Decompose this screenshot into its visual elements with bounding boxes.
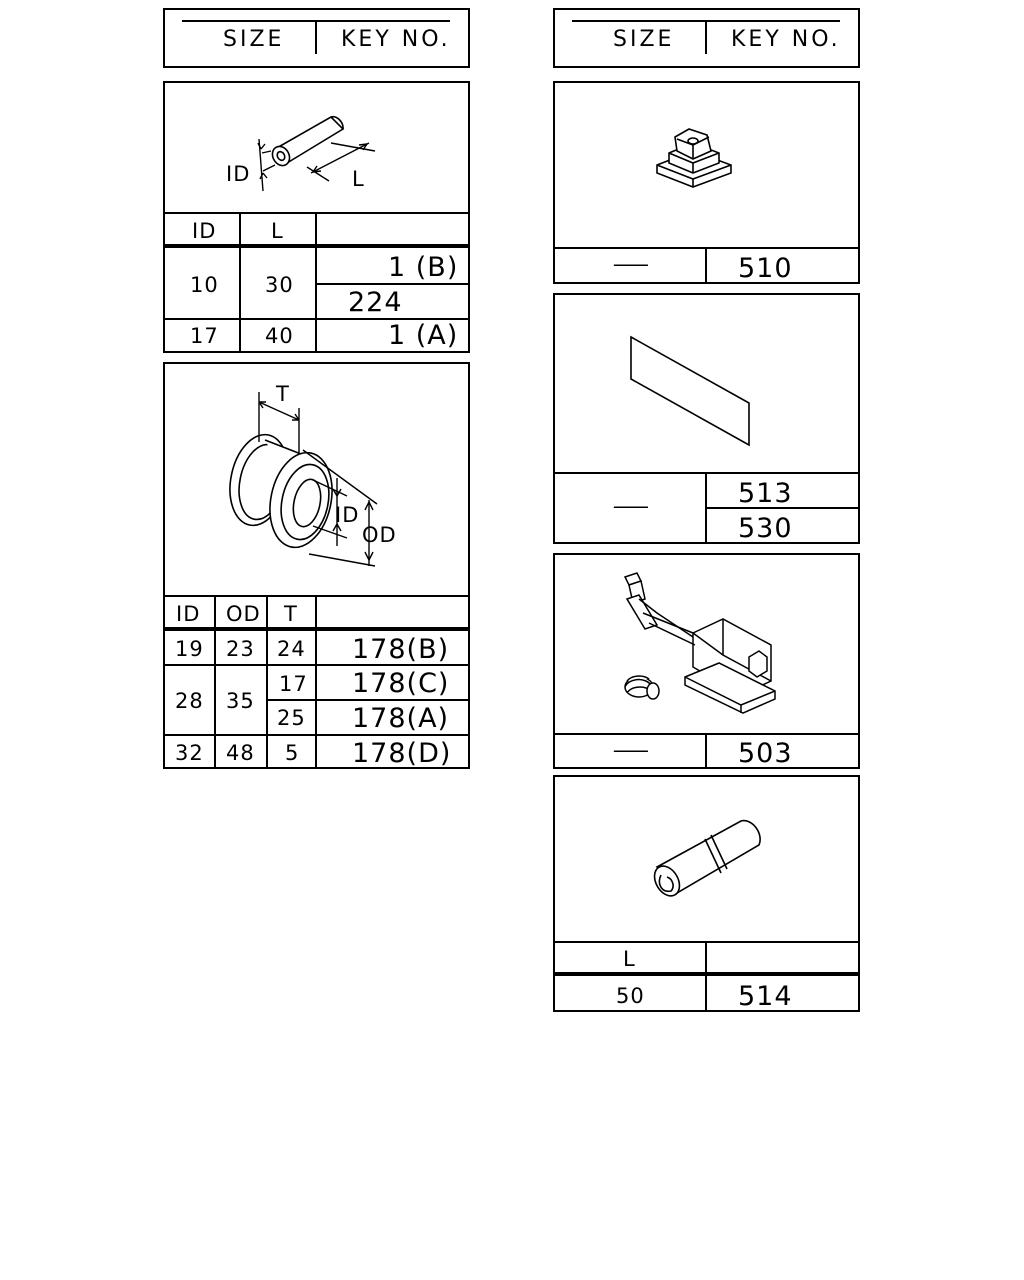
grommet-row-1-key: 178(B): [352, 634, 450, 665]
grommet-col-header-t: T: [284, 602, 298, 626]
tape-key-b: 530: [738, 513, 793, 544]
connector-col: [705, 733, 707, 769]
tube-col-header-id: ID: [192, 219, 217, 243]
grommet-row-1-id: 19: [175, 637, 204, 661]
header-left-keyno-label: KEY NO.: [341, 27, 451, 52]
tube-id-label: ID: [226, 162, 251, 186]
tape-illustration: [553, 293, 860, 473]
grommet-row-4-od: 48: [226, 741, 255, 765]
tube-header-double-rule: [163, 244, 470, 248]
grommet-row-divider-2: [266, 699, 470, 701]
edge-trim-header-double-rule: [553, 972, 860, 976]
header-left-divider: [315, 22, 317, 54]
grommet-col-2: [266, 595, 268, 769]
grommet-row-4-id: 32: [175, 741, 204, 765]
edge-trim-illustration: [553, 775, 860, 941]
grommet-row-2-t: 17: [279, 672, 308, 696]
tube-illustration: [163, 81, 470, 213]
edge-trim-col: [705, 941, 707, 1012]
grommet-col-header-od: OD: [226, 602, 261, 626]
tube-row-1-id: 10: [190, 273, 219, 297]
grommet-od-label: OD: [362, 523, 397, 547]
grommet-row-1-od: 23: [226, 637, 255, 661]
grommet-t-label: T: [276, 382, 290, 406]
connector-key: 503: [738, 738, 793, 769]
grommet-col-1: [214, 595, 216, 769]
grommet-row-3-key: 178(A): [352, 703, 450, 734]
grommet-row-2-key: 178(C): [352, 668, 450, 699]
tube-row-2-l: 40: [265, 324, 294, 348]
connector-size: —: [612, 738, 652, 762]
tube-row-2-key: 1 (A): [388, 320, 459, 351]
tube-col-1: [239, 212, 241, 353]
grommet-row-1-t: 24: [277, 637, 306, 661]
tape-size: —: [612, 494, 652, 518]
edge-trim-key: 514: [738, 981, 793, 1012]
tube-row-1-key-b: 224: [348, 287, 403, 318]
tube-row-1-l: 30: [265, 273, 294, 297]
header-right-size-label: SIZE: [613, 27, 675, 52]
header-right-keyno-label: KEY NO.: [731, 27, 841, 52]
grommet-col-header-id: ID: [176, 602, 201, 626]
grommet-col-3: [315, 595, 317, 769]
tube-col-header-l: L: [271, 219, 284, 243]
clip-nut-size: —: [612, 252, 652, 276]
tube-row-2-id: 17: [190, 324, 219, 348]
header-left-size-label: SIZE: [223, 27, 285, 52]
tape-key-a: 513: [738, 478, 793, 509]
clip-nut-illustration: [553, 81, 860, 248]
grommet-row-2-id: 28: [175, 689, 204, 713]
edge-trim-l-value: 50: [616, 984, 645, 1008]
grommet-row-4-key: 178(D): [352, 738, 452, 769]
clip-nut-col: [705, 247, 707, 284]
grommet-id-label: ID: [335, 503, 360, 527]
tube-key-split: [315, 283, 470, 285]
grommet-illustration: [163, 362, 470, 594]
header-right-divider: [705, 22, 707, 54]
grommet-row-3-t: 25: [277, 706, 306, 730]
tube-l-label: L: [352, 167, 365, 191]
connector-illustration: [553, 553, 860, 733]
tube-row-1-key-a: 1 (B): [388, 252, 459, 283]
grommet-row-2-od: 35: [226, 689, 255, 713]
clip-nut-key: 510: [738, 253, 793, 284]
grommet-header-double-rule: [163, 627, 470, 631]
grommet-row-divider-3: [163, 734, 470, 736]
edge-trim-col-header-l: L: [623, 947, 636, 971]
grommet-row-4-t: 5: [285, 741, 300, 765]
